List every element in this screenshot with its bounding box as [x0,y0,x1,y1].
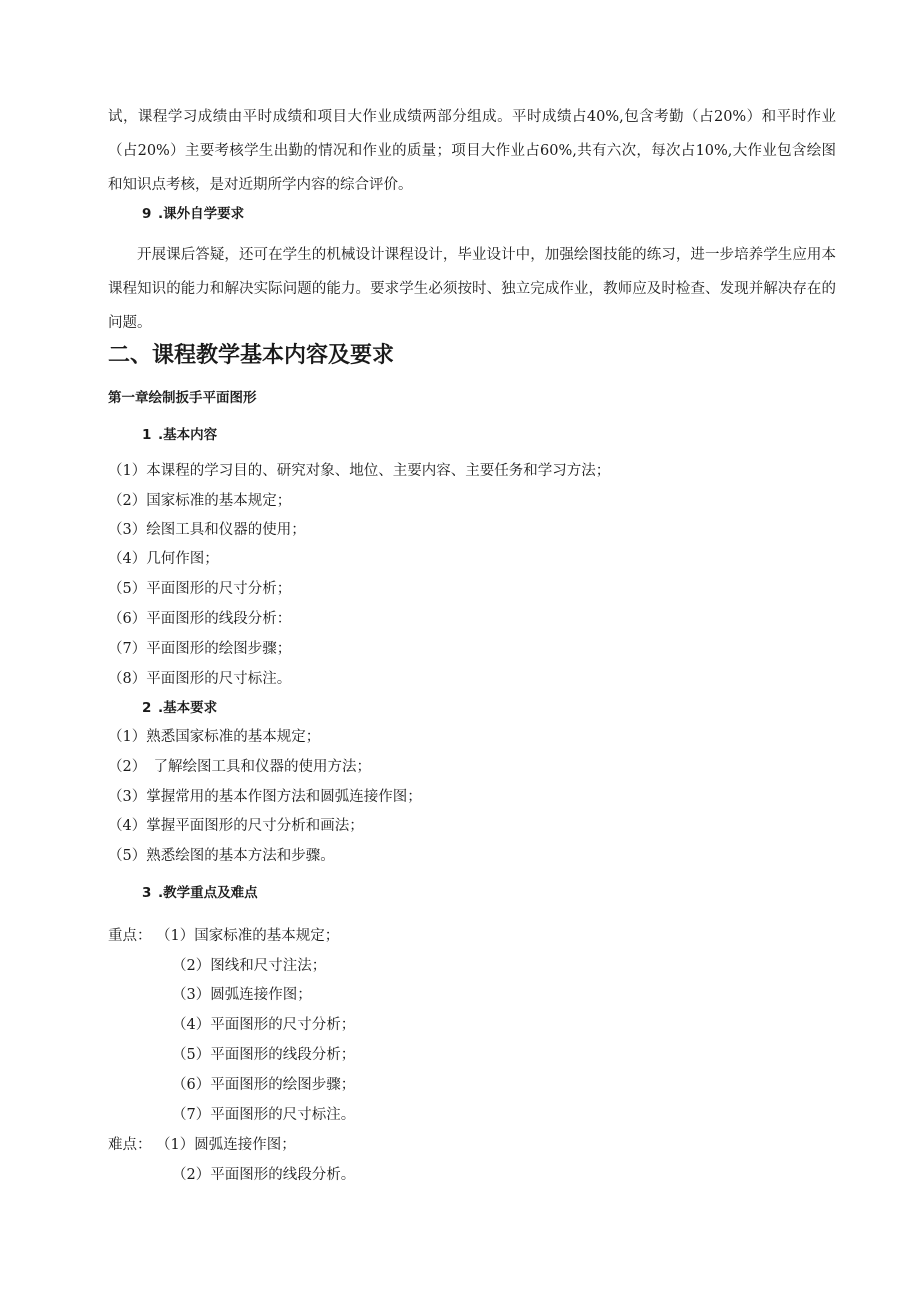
key-points-heading-text: .教学重点及难点 [158,885,258,901]
basic-requirement-item: （3）掌握常用的基本作图方法和圆弧连接作图； [108,789,422,805]
basic-requirements-heading-text: .基本要求 [158,700,218,716]
key-points-heading-number: 3 [142,885,152,901]
basic-content-item: （3）绘图工具和仪器的使用； [108,522,306,538]
basic-content-heading [142,425,217,445]
section-title: 二、课程教学基本内容及要求 [108,343,395,368]
difficulty-item: （1）圆弧连接作图； [156,1137,296,1153]
self-study-paragraph: 开展课后答疑，还可在学生的机械设计课程设计，毕业设计中，加强绘图技能的练习，进一步培养学生应用本课程知识的能力和解决实际问题的能力。要求学生必须按时、独立完成作业，教师应及时检查、发现并解决存在的问题。 [108,247,836,331]
focus-label: 重点： [108,928,152,944]
key-points-heading [142,883,258,903]
self-study-heading-text: .课外自学要求 [158,206,245,222]
difficulty-row [108,1135,296,1155]
difficulty-item: （2）平面图形的线段分析。 [172,1167,356,1183]
self-study-heading [142,204,244,224]
basic-content-item: （8）平面图形的尺寸标注。 [108,671,292,687]
basic-content-heading-number: 1 [142,427,152,443]
basic-requirement-item: （4）掌握平面图形的尺寸分析和画法； [108,818,364,834]
basic-content-heading-text: .基本内容 [158,427,218,443]
basic-content-item: （5）平面图形的尺寸分析； [108,581,292,597]
self-study-heading-number: 9 [142,206,152,222]
chapter-title: 第一章绘制扳手平面图形 [108,390,257,406]
basic-content-item: （2）国家标准的基本规定； [108,493,292,509]
focus-item: （2）图线和尺寸注法； [172,958,327,974]
basic-requirement-item: （1）熟悉国家标准的基本规定； [108,729,321,745]
focus-row [108,926,339,946]
focus-item: （4）平面图形的尺寸分析； [172,1017,356,1033]
focus-item: （7）平面图形的尺寸标注。 [172,1107,356,1123]
focus-item: （3）圆弧连接作图； [172,987,312,1003]
basic-requirement-item: （5）熟悉绘图的基本方法和步骤。 [108,848,335,864]
basic-content-item: （6）平面图形的线段分析： [108,611,292,627]
basic-requirements-heading [142,698,217,718]
basic-content-item: （7）平面图形的绘图步骤； [108,641,292,657]
focus-item: （1）国家标准的基本规定； [156,928,340,944]
basic-content-item: （1）本课程的学习目的、研究对象、地位、主要内容、主要任务和学习方法； [108,463,611,479]
basic-content-item: （4）几何作图； [108,551,219,567]
focus-item: （6）平面图形的绘图步骤； [172,1077,356,1093]
intro-paragraph: 试，课程学习成绩由平时成绩和项目大作业成绩两部分组成。平时成绩占40%,包含考勤（占20%）和平时作业（占20%）主要考核学生出勤的情况和作业的质量；项目大作业占60%,共有六次，每次占10%,大作业包含绘图和知识点考核，是对近期所学内容的综合评价。 [108,109,836,193]
basic-requirement-item: （2） 了解绘图工具和仪器的使用方法； [108,759,371,775]
focus-item: （5）平面图形的线段分析； [172,1047,356,1063]
basic-requirements-heading-number: 2 [142,700,152,716]
difficulty-label: 难点： [108,1137,152,1153]
